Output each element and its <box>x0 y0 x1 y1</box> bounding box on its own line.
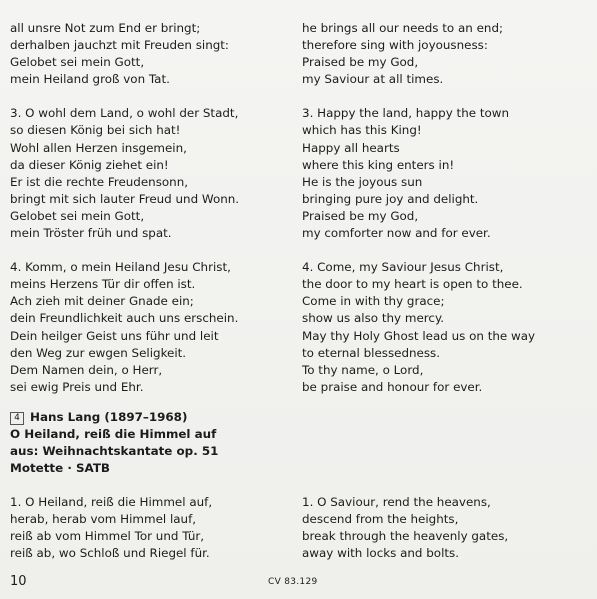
lyric-line: he brings all our needs to an end; <box>302 21 503 35</box>
lyric-line: Dein heilger Geist uns führ und leit <box>10 328 219 343</box>
english-stanza-3 <box>302 105 572 242</box>
german-next-stanza <box>10 494 290 562</box>
work-source: aus: Weihnachtskantate op. 51 <box>10 444 219 459</box>
lyric-line: Ach zieh mit deiner Gnade ein; <box>10 294 194 309</box>
lyric-line: 1. O Saviour, rend the heavens, <box>302 495 491 509</box>
lyric-line: all unsre Not zum End er bringt; <box>10 21 201 35</box>
lyric-line: be praise and honour for ever. <box>302 379 483 394</box>
lyric-line: Wohl allen Herzen insgemein, <box>10 140 187 155</box>
lyric-line: Gelobet sei mein Gott, <box>10 55 145 70</box>
lyric-line: sei ewig Preis und Ehr. <box>10 379 144 394</box>
lyric-line: herab, herab vom Himmel lauf, <box>10 512 197 527</box>
lyric-line: to eternal blessedness. <box>302 345 441 360</box>
lyric-line: Gelobet sei mein Gott, <box>10 208 145 223</box>
lyric-line: meins Herzens Tür dir offen ist. <box>10 277 196 292</box>
track-number-badge: 4 <box>10 412 24 425</box>
lyric-line: mein Heiland groß von Tat. <box>10 72 170 87</box>
lyric-line: my Saviour at all times. <box>302 72 444 87</box>
track-heading <box>10 409 290 477</box>
lyric-line: descend from the heights, <box>302 512 459 527</box>
lyric-line: 3. Happy the land, happy the town <box>302 106 510 121</box>
lyric-line: my comforter now and for ever. <box>302 226 491 241</box>
lyric-line: bringing pure joy and delight. <box>302 191 479 206</box>
lyric-line: He is the joyous sun <box>302 174 423 189</box>
german-stanza-continuation <box>10 20 280 88</box>
lyric-line: 1. O Heiland, reiß die Himmel auf, <box>10 495 213 509</box>
lyric-line: Come in with thy grace; <box>302 294 445 309</box>
lyric-line: reiß ab vom Himmel Tor und Tür, <box>10 529 205 544</box>
lyric-line: May thy Holy Ghost lead us on the way <box>302 328 536 343</box>
lyric-line: show us also thy mercy. <box>302 311 445 326</box>
work-form: Motette · SATB <box>10 461 110 476</box>
lyric-line: Praised be my God, <box>302 208 419 223</box>
work-title: O Heiland, reiß die Himmel auf <box>10 427 217 442</box>
lyric-line: Er ist die rechte Freudensonn, <box>10 174 189 189</box>
lyric-line: Dem Namen dein, o Herr, <box>10 362 163 377</box>
lyric-line: the door to my heart is open to thee. <box>302 277 523 292</box>
lyric-line: break through the heavenly gates, <box>302 529 509 544</box>
lyric-line: derhalben jauchzt mit Freuden singt: <box>10 38 229 53</box>
lyric-line: To thy name, o Lord, <box>302 362 424 377</box>
english-lyrics-column <box>302 20 572 413</box>
page-number: 10 <box>10 574 27 589</box>
lyric-line: dein Freundlichkeit auch uns erschein. <box>10 311 239 326</box>
lyric-line: therefore sing with joyousness: <box>302 38 488 53</box>
english-stanza-continuation <box>302 20 572 88</box>
german-stanza-4 <box>10 259 280 396</box>
lyric-line: so diesen König bei sich hat! <box>10 123 181 138</box>
lyric-line: away with locks and bolts. <box>302 546 460 561</box>
lyric-line: 3. O wohl dem Land, o wohl der Stadt, <box>10 106 239 121</box>
lyric-line: da dieser König ziehet ein! <box>10 157 169 172</box>
lyric-line: where this king enters in! <box>302 157 455 172</box>
english-next-stanza <box>302 494 582 562</box>
lyric-line: reiß ab, wo Schloß und Riegel für. <box>10 546 210 561</box>
german-stanza-3 <box>10 105 280 242</box>
german-lyrics-column <box>10 20 280 413</box>
lyric-line: bringt mit sich lauter Freud und Wonn. <box>10 191 240 206</box>
lyric-line: which has this King! <box>302 123 422 138</box>
lyric-line: den Weg zur ewgen Seligkeit. <box>10 345 187 360</box>
english-stanza-4 <box>302 259 572 396</box>
catalog-number: CV 83.129 <box>268 577 318 587</box>
lyric-line: mein Tröster früh und spat. <box>10 226 172 241</box>
lyric-line: 4. Komm, o mein Heiland Jesu Christ, <box>10 260 231 275</box>
track-composer-line <box>10 409 290 426</box>
composer-name: Hans Lang (1897–1968) <box>30 410 188 424</box>
lyric-line: Praised be my God, <box>302 55 419 70</box>
lyric-line: Happy all hearts <box>302 140 400 155</box>
lyric-line: 4. Come, my Saviour Jesus Christ, <box>302 260 504 275</box>
